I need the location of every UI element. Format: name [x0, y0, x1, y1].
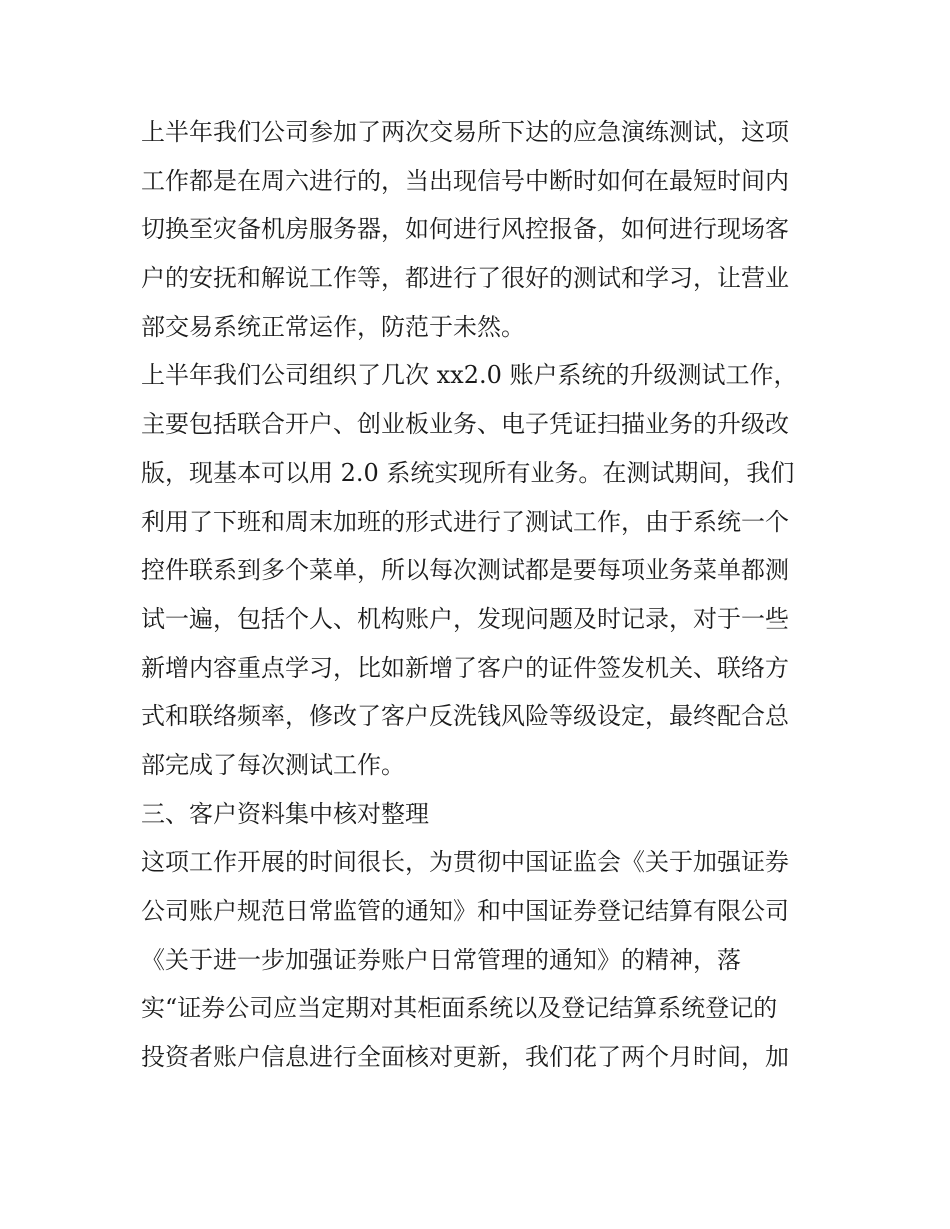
paragraph-line: 式和联络频率，修改了客户反洗钱风险等级设定，最终配合总	[141, 702, 789, 731]
paragraph-line: 新增内容重点学习，比如新增了客户的证件签发机关、联络方	[141, 653, 789, 682]
paragraph-line: 工作都是在周六进行的，当出现信号中断时如何在最短时间内	[141, 166, 789, 195]
paragraph-line: 版，现基本可以用 2.0 系统实现所有业务。在测试期间，我们	[141, 458, 795, 487]
paragraph-line: 利用了下班和周末加班的形式进行了测试工作，由于系统一个	[141, 507, 789, 536]
document-body	[141, 108, 821, 1082]
paragraph-line: 实“证券公司应当定期对其柜面系统以及登记结算系统登记的	[141, 994, 778, 1023]
paragraph-line: 部完成了每次测试工作。	[141, 750, 405, 779]
paragraph-line: 试一遍，包括个人、机构账户，发现问题及时记录，对于一些	[141, 604, 789, 633]
section-heading: 三、客户资料集中核对整理	[141, 799, 429, 828]
paragraph-line: 主要包括联合开户、创业板业务、电子凭证扫描业务的升级改	[141, 410, 789, 439]
paragraph-line: 上半年我们公司参加了两次交易所下达的应急演练测试，这项	[141, 118, 789, 146]
paragraph-line: 公司账户规范日常监管的通知》和中国证券登记结算有限公司	[141, 897, 789, 925]
paragraph-line: 投资者账户信息进行全面核对更新，我们花了两个月时间，加	[141, 1043, 789, 1072]
paragraph-line: 户的安抚和解说工作等，都进行了很好的测试和学习，让营业	[141, 264, 789, 293]
paragraph-line: 上半年我们公司组织了几次 xx2.0 账户系统的升级测试工作，	[141, 361, 798, 390]
paragraph-line: 这项工作开展的时间很长，为贯彻中国证监会《关于加强证券	[141, 848, 789, 877]
paragraph-line: 《关于进一步加强证券账户日常管理的通知》的精神，落	[141, 945, 741, 974]
paragraph-line: 切换至灾备机房服务器，如何进行风控报备，如何进行现场客	[141, 215, 789, 244]
paragraph-line: 部交易系统正常运作，防范于未然。	[141, 312, 525, 341]
paragraph-line: 控件联系到多个菜单，所以每次测试都是要每项业务菜单都测	[141, 556, 789, 585]
